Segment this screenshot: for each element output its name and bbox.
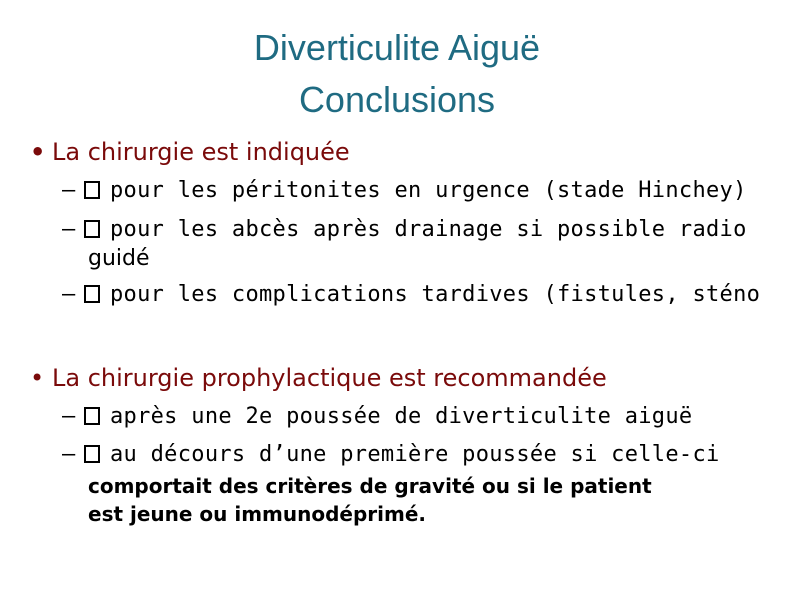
list-item-continuation: est jeune ou immunodéprimé. bbox=[88, 502, 427, 526]
bullet-dot: • bbox=[30, 364, 45, 392]
dash: – bbox=[62, 178, 76, 203]
dash: – bbox=[62, 442, 76, 467]
list-item bbox=[62, 282, 760, 307]
checkbox-glyph-icon bbox=[84, 407, 100, 425]
list-item-text: pour les abcès après drainage si possible radio bbox=[110, 217, 747, 242]
dash: – bbox=[62, 282, 76, 307]
checkbox-glyph-icon bbox=[84, 445, 100, 463]
slide-title-line-2: Conclusions bbox=[298, 79, 496, 120]
list-item-text: pour les complications tardives (fistules, sténo bbox=[110, 282, 761, 307]
list-item-text: pour les péritonites en urgence (stade Hinchey) bbox=[110, 178, 747, 203]
bullet-surgery-indicated bbox=[30, 138, 350, 166]
bullet-text: La chirurgie prophylactique est recommandée bbox=[52, 364, 607, 392]
checkbox-glyph-icon bbox=[84, 181, 100, 199]
list-item-text: après une 2e poussée de diverticulite aiguë bbox=[110, 404, 693, 429]
list-item bbox=[62, 442, 720, 467]
bullet-dot: • bbox=[30, 138, 46, 166]
checkbox-glyph-icon bbox=[84, 285, 100, 303]
list-item bbox=[62, 217, 747, 242]
dash: – bbox=[62, 217, 76, 242]
list-item-text: au décours d’une première poussée si celle-ci bbox=[110, 442, 720, 467]
bullet-prophylactic-surgery bbox=[30, 364, 607, 392]
list-item bbox=[62, 178, 747, 203]
slide-title-line-1: Diverticulite Aiguë bbox=[253, 27, 541, 68]
bullet-text: La chirurgie est indiquée bbox=[52, 138, 350, 166]
dash: – bbox=[62, 404, 76, 429]
checkbox-glyph-icon bbox=[84, 220, 100, 238]
list-item-continuation: guidé bbox=[88, 246, 150, 271]
list-item bbox=[62, 404, 692, 429]
list-item-continuation: comportait des critères de gravité ou si le patient bbox=[88, 474, 652, 498]
